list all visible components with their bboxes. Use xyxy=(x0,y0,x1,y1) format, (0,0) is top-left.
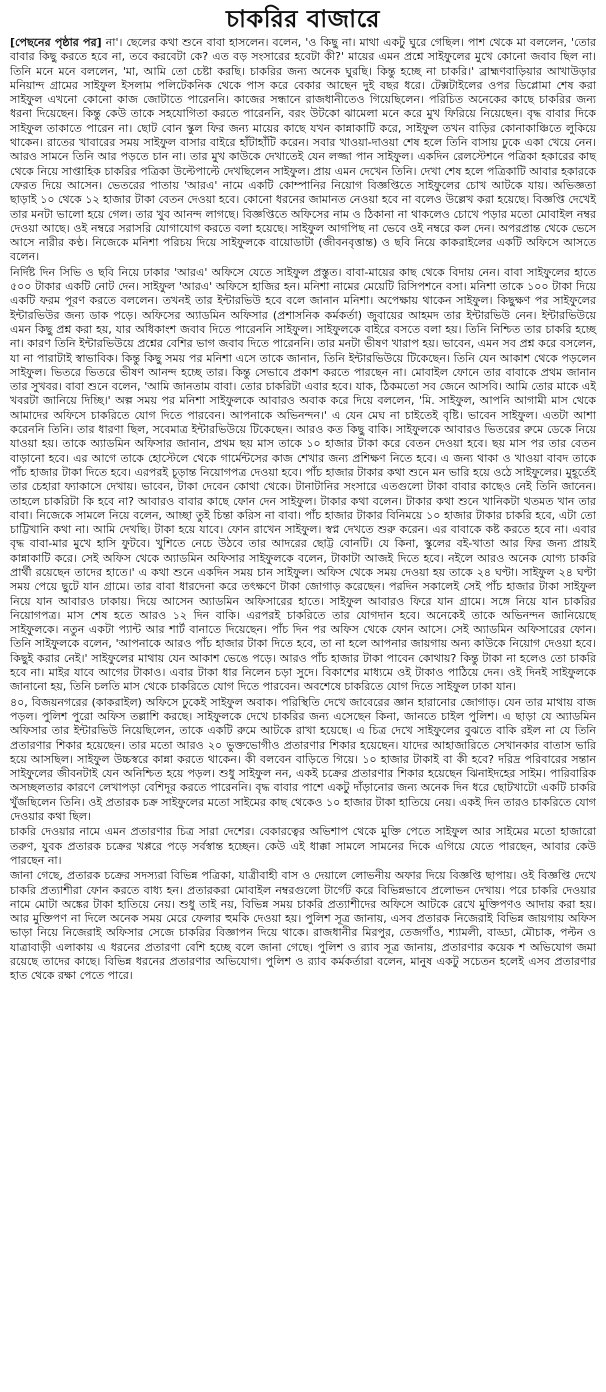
article-paragraph-3: ৪০, বিজয়নগরের (কাকরাইল) অফিসে ঢুকেই সাইফুল অবাক। পরিস্থিতি দেখে জাবেরের জ্ঞান হারানোর জোগাড়। যেন তার মাথায় বাজ পড়ল। পুলিশ পুরো অফিস তল্লাশি করছে। সাইফুলকে দেখে চাকরির জন্য এসেছেন কিনা, জানতে চাইল পুলিশ। এ ছাড়া যে অ্যাডমিন অফিসার তার ইন্টারভিউ নিয়েছিলেন, তাকে একটি রুমে আটকে রাখা হয়েছে। এ চিত্র দেখে সাইফুলের বুঝতে বাকি রইল না যে তিনি প্রতারণার শিকার হয়েছেন। তার মতো আরও ২০ ভুক্তভোগীও প্রতারণার শিকার হয়েছেন। যাদের আহাজারিতে সেখানকার বাতাস ভারি হয়ে আসছিল। সাইফুল উচ্চস্বরে কান্না করতে থাকেন। কী বলবেন বাড়িতে গিয়ে। ১০ হাজার টাকাই বা কী হবে? দরিদ্র পরিবারের সন্তান সাইফুলের জীবনটাই যেন অনিশ্চিত হয়ে পড়ল। শুধু সাইফুল নন, একই চক্রের প্রতারণার শিকার হয়েছেন ঝিনাইদহের সাইম। পারিবারিক অসচ্ছলতার কারণে লেখাপড়া বেশিদূর করতে পারেননি। বৃদ্ধ বাবার পাশে একটু দাঁড়ানোর জন্য অনেক দিন ধরে ছোটখাটো একটি চাকরি খুঁজছিলেন তিনি। ওই প্রতারক চক্র সাইফুলের মতো সাইমের কাছ থেকেও ১০ হাজার টাকা হাতিয়ে নেয়। একই দিন তারও চাকরিতে যোগ দেওয়ার কথা ছিল। xyxy=(10,695,596,824)
article-paragraph-1 xyxy=(10,36,596,265)
article-paragraph-4: চাকরি দেওয়ার নামে এমন প্রতারণার চিত্র সারা দেশের। বেকারত্বের অভিশাপ থেকে মুক্তি পেতে সাইফুল আর সাইমের মতো হাজারো তরুণ, যুবক প্রতারক চক্রের খপ্পরে পড়ে সর্বস্বান্ত হচ্ছেন। কেউ এই ধাক্কা সামলে সামনের দিকে এগিয়ে যেতে পারছেন, আবার কেউ পারছেন না। xyxy=(10,825,596,867)
article-paragraph-5: জানা গেছে, প্রতারক চক্রের সদস্যরা বিভিন্ন পত্রিকা, যাত্রীবাহী বাস ও দেয়ালে লোভনীয় অফার দিয়ে বিজ্ঞপ্তি ছাপায়। ওই বিজ্ঞপ্তি দেখে চাকরি প্রত্যাশীরা ফোন করতে বাধ্য হন। প্রতারকরা মোবাইল নম্বরগুলো টার্গেট করে বিভিন্নভাবে প্রলোভন দেখায়। পরে চাকরি দেওয়ার নামে মোটা অঙ্কের টাকা হাতিয়ে নেয়। শুধু তাই নয়, বিভিন্ন সময় চাকরি প্রত্যাশীদের অফিসে আটকে রেখে মুক্তিপণও আদায় করা হয়। আর মুক্তিপণ না দিলে অনেক সময় মেরে ফেলার হুমকি দেওয়া হয়। পুলিশ সূত্র জানায়, এসব প্রতারক নিজেরাই বিভিন্ন জায়গায় অফিস ভাড়া নিয়ে নিজেরাই অফিসার সেজে চাকরির বিজ্ঞাপন দিয়ে থাকে। রাজধানীর মিরপুর, তেজগাঁও, শ্যামলী, বাড্ডা, মৌচাক, পল্টন ও যাত্রাবাড়ী এলাকায় এ ধরনের প্রতারণা বেশি হচ্ছে বলে জানা গেছে। পুলিশ ও র‌্যাব সূত্র জানায়, প্রতারণার কয়েক শ অভিযোগ জমা রয়েছে তাদের কাছে। বিভিন্ন ধরনের প্রতারণার অভিযোগ। পুলিশ ও র‌্যাব কর্মকর্তারা বলেন, মানুষ একটু সচেতন হলেই এসব প্রতারণার হাত থেকে রক্ষা পেতে পারে। xyxy=(10,869,596,983)
article-paragraph-2: নির্দিষ্ট দিন সিভি ও ছবি নিয়ে ঢাকার 'আরএ' অফিসে যেতে সাইফুল প্রস্তুত। বাবা-মায়ের কাছ থেকে বিদায় নেন। বাবা সাইফুলের হাতে ৫০০ টাকার একটি নোট দেন। সাইফুল 'আরএ' অফিসে হাজির হন। মনিশা নামের মেয়েটি রিসিপশনে বসা। মনিশা তাকে ১০০ টাকা দিয়ে একটি ফরম পূরণ করতে বললেন। তখনই তার ইন্টারভিউ হবে বলে জানান মনিশা। অপেক্ষায় থাকেন সাইফুল। কিছুক্ষণ পর সাইফুলের ইন্টারভিউর জন্য ডাক পড়ে। অফিসের অ্যাডমিন অফিসার (প্রশাসনিক কর্মকর্তা) জুবায়ের আহমদ তার ইন্টারভিউ নেন। ইন্টারভিউয়ে এমন কিছু প্রশ্ন করা হয়, যার অধিকাংশ জবাব দিতে পারেননি সাইফুল। সাইফুলকে বাইরে বসতে বলা হয়। তিনি নিশ্চিত তার চাকরি হচ্ছে না। কারণ তিনি ইন্টারভিউয়ে প্রশ্নের বেশির ভাগ জবাব দিতে পারেননি। তার মনটা ভীষণ খারাপ হয়। ভাবেন, এমন সব প্রশ্ন করে বসলেন, যা না পারাটাই স্বাভাবিক। কিন্তু কিছু সময় পর মনিশা এসে তাকে জানান, তিনি ইন্টারভিউয়ে টিকেছেন। তিনি যেন আকাশ থেকে পড়লেন সাইফুল। ভিতরে ভিতরে ভীষণ আনন্দ হচ্ছে তার। কিন্তু সেভাবে প্রকাশ করতে পারছেন না। মোবাইল ফোনে তার বাবাকে প্রথম জানান তার সুখবর। বাবা শুনে বলেন, 'আমি জানতাম বাবা। তোর চাকরিটা এবার হবে। যাক, ঠিকমতো সব জেনে আসবি। আমি তোর মাকে এই খবরটা জানিয়ে দিচ্ছি।' অল্প সময় পর মনিশা সাইফুলকে আবারও অবাক করে দিয়ে বললেন, 'মি. সাইফুল, আপনি আগামী মাস থেকে আমাদের অফিসে চাকরিতে যোগ দিতে পারবেন। আপনাকে অভিনন্দন।' এ যেন মেঘ না চাইতেই বৃষ্টি। ভাবেন সাইফুল। এতটা আশা করেননি তিনি। তার ধারণা ছিল, সবেমাত্র ইন্টারভিউয়ে টিকেছেন। আরও কত কিছু বাকি। সাইফুলকে আবারও ভিতরের রুমে ডেকে নিয়ে যাওয়া হয়। তাকে অ্যাডমিন অফিসার জানান, প্রথম ছয় মাস তাকে ১০ হাজার টাকা করে বেতন দেওয়া হবে। ছয় মাস পর তার বেতন বাড়ানো হবে। এর আগে তাকে হোস্টেলে থেকে গার্মেন্টসের কাজ শেখার জন্য প্রশিক্ষণ নিতে হবে। এ জন্য থাকা ও খাওয়া বাবদ তাকে পাঁচ হাজার টাকা দিতে হবে। এরপরই চূড়ান্ত নিয়োগপত্র দেওয়া হবে। পাঁচ হাজার টাকার কথা শুনে মন ভারি হয়ে ওঠে সাইফুলের। মুহূর্তেই তার চেহারা ফ্যাকাসে দেখায়। ভাবেন, টাকা দেবেন কোথা থেকে। টানাটানির সংসারে এতগুলো টাকা বাবার কাছেও নেই তিনি জানেন। তাহলে চাকরিটা কি হবে না? আবারও বাবার কাছে ফোন দেন সাইফুল। টাকার কথা বলেন। টাকার কথা শুনে খানিকটা থতমত খান তার বাবা। নিজেকে সামলে নিয়ে বলেন, আচ্ছা তুই চিন্তা করিস না বাবা। পাঁচ হাজার টাকার বিনিময়ে ১০ হাজার টাকার চাকরি হবে, এটা তো চাট্টিখানি কথা না। আমি দেখছি। টাকা হয়ে যাবে। ফোন রাখেন সাইফুল। স্বপ্ন দেখতে শুরু করেন। এর বাবাকে কষ্ট করতে হবে না। এবার বৃদ্ধ বাবা-মার মুখে হাসি ফুটবে। খুশিতে নেচে উঠবে তার আদরের ছোট্ট বোনটি। যে কিনা, স্কুলের বই-খাতা আর ফির জন্য প্রায়ই কান্নাকাটি করে। সেই অফিস থেকে অ্যাডমিন অফিসার সাইফুলকে বলেন, টাকাটা আজই দিতে হবে। নইলে আরও অনেক যোগ্য চাকরি প্রার্থী রয়েছেন তাদের হাতে।' এ কথা শুনে একদিন সময় চান সাইফুল। অফিস থেকে সময় দেওয়া হয় তাকে ২৪ ঘণ্টা। সাইফুল ২৪ ঘণ্টা সময় পেয়ে ছুটে যান গ্রামে। তার বাবা ধারদেনা করে তৎক্ষণে টাকা জোগাড় করেছেন। পরদিন সকালেই সেই পাঁচ হাজার টাকা সাইফুল নিয়ে যান আবারও ঢাকায়। দিয়ে আসেন অ্যাডমিন অফিসারের হাতে। সাইফুল আবারও ফিরে যান গ্রামে। সঙ্গে নিয়ে যান চাকরির নিয়োগপত্র। মাস শেষ হতে আরও ১২ দিন বাকি। এরপরই চাকরিতে তার যোগদান হবে। অনেকেই তাকে অভিনন্দন জানিয়েছে সাইফুলকে। নতুন একটা প্যান্ট আর শার্ট বানাতে দিয়েছেন। পাঁচ দিন পর অফিস থেকে ফোন আসে। সেই অ্যাডমিন অফিসারের ফোন। তিনি সাইফুলকে বলেন, 'আপনাকে আরও পাঁচ হাজার টাকা দিতে হবে, তা না হলে আপনার জায়গায় অন্য কাউকে নিয়োগ দেওয়া হবে। কিছুই করার নেই।' সাইফুলের মাথায় যেন আকাশ ভেঙে পড়ে। আরও পাঁচ হাজার টাকা পাবেন কোথায়? কিন্তু টাকা না হলেও তো চাকরি হবে না। মাইর যাবে আগের টাকাও। এবার টাকা ধার নিলেন চড়া সুদে। বিকাশের মাধ্যমে ওই টাকাও পাঠিয়ে দেন। ওই দিনই সাইফুলকে জানানো হয়, তিনি চলতি মাস থেকে চাকরিতে যোগ দিতে পারবেন। অবশেষে চাকরিতে যোগ দিতে সাইফুল ঢাকা যান। xyxy=(10,265,596,694)
continuation-kicker: [পেছনের পৃষ্ঠার পর] xyxy=(10,36,102,49)
article-body xyxy=(10,36,596,984)
paragraph-text: না'। ছেলের কথা শুনে বাবা হাসলেন। বলেন, 'ও কিছু না। মাথা একটু ঘুরে গেছিল। পাশ থেকে মা বললেন, 'তোর বাবার কিছু করতে হবে না, তবে করবেটা কে? এত বড় সংসারের হবেটা কী?' মায়ের এমন প্রশ্নে সাইফুলের মুখে কোনো জবাব ছিল না। তিনি মনে মনে বললেন, 'মা, আমি তো চেষ্টা করছি। চাকরির জন্য অনেক ঘুরছি। কিন্তু হচ্ছে না চাকরি।' ব্রাহ্মণবাড়িয়ার আখাউড়ার মনিয়ান্দ গ্রামের সাইফুল ইসলাম পলিটেকনিক থেকে পাস করে বেকার আছেন দুই বছর ধরে। টেক্সটাইলের ওপর ডিপ্লোমা শেষ করা সাইফুল এখনো কোনো কাজ জোটাতে পারেননি। কাজের সন্ধানে রাজধানীতেও গিয়েছিলেন। পরিচিত অনেকের কাছে চাকরির জন্য ধরনা দিয়েছেন। কিন্তু কেউ তাকে সহযোগিতা করতে পারেননি, বরং উটকো ঝামেলা মনে করে মুখ ফিরিয়ে নিয়েছেন। বৃদ্ধ বাবার দিকে সাইফুল তাকাতে পারেন না। ছোট বোন স্কুল ফির জন্য মায়ের কাছে যখন কান্নাকাটি করে, সাইফুল তখন বাড়ির কোনাকাঞ্চিতে লুকিয়ে থাকেন। রাতের খাবারের সময় সাইফুল বাসার বাইরে হাঁটাহাঁটি করেন। সবার খাওয়া-দাওয়া শেষ হলে তিনি বাসায় ঢুকে একা খেয়ে নেন। আরও সামনে তিনি আর পড়তে চান না। তার মুখ কাউকে দেখাতেই যেন লজ্জা পান সাইফুল। একদিন রেলস্টেশনে পত্রিকা হকারের কাছ থেকে নিয়ে সাপ্তাহিক চাকরির পত্রিকা উল্টেপাল্টে দেখছিলেন সাইফুল। প্রায় এমন দেখেন তিনি। দেখা শেষ হলে পত্রিকাটি আবার হকারকে ফেরত দিয়ে আসেন। ভেতরের পাতায় 'আরএ' নামে একটি কোম্পানির নিয়োগ বিজ্ঞপ্তিতে সাইফুলের চোখ আটকে যায়। অভিজ্ঞতা ছাড়াই ১০ থেকে ১২ হাজার টাকা বেতন দেওয়া হবে। কোনো ধরনের জামানত নেওয়া হবে না বলেও উল্লেখ করা হয়েছে। বিজ্ঞপ্তি দেখেই তার মনটা ভালো হয়ে গেল। তার খুব আনন্দ লাগছে। বিজ্ঞপ্তিতে অফিসের নাম ও ঠিকানা না থাকলেও চোখে পড়ার মতো মোবাইল নম্বর দেওয়া আছে। ওই নম্বরে সরাসরি যোগাযোগ করতে বলা হয়েছে। সাইফুল আগপিছ না ভেবে ওই নম্বরে কল দেন। অপরপ্রান্ত থেকে ভেসে আসে নারীর কণ্ঠ। নিজেকে মনিশা পরিচয় দিয়ে সাইফুলকে বায়োডাটা (জীবনবৃত্তান্ত) ও ছবি নিয়ে কাকরাইলের একটি অফিসে আসতে বলেন। xyxy=(10,36,596,264)
article-headline: চাকরির বাজারে xyxy=(226,4,380,33)
